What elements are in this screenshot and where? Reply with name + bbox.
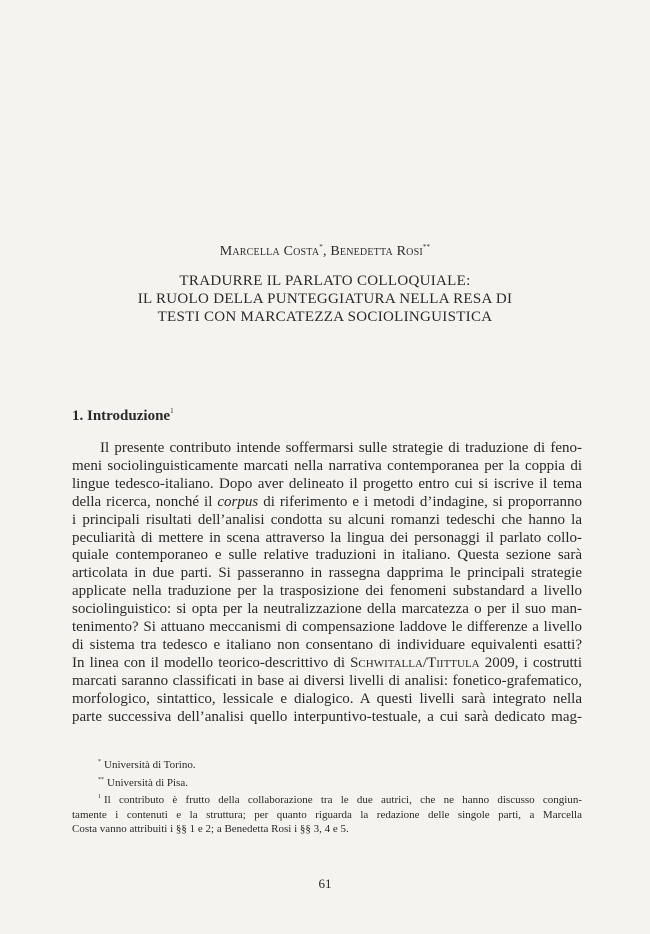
text-line: parte successiva dell’analisi quello interpuntivo-testuale, a cui sarà dedicato mag- [72, 708, 582, 725]
text-segment: di riferimento e i metodi d’indagine, si proporranno [258, 493, 582, 510]
footnote-text: Il contributo è frutto della collaborazione tra le due autrici, che ne hanno discusso congiun- [104, 794, 582, 806]
section-heading-text: 1. Introduzione [72, 408, 171, 424]
author-line [0, 243, 650, 260]
title-line: TESTI CON MARCATEZZA SOCIOLINGUISTICA [157, 309, 493, 325]
footnote-mark: 1 [170, 407, 174, 415]
italic-term: corpus [217, 493, 259, 510]
section-heading [72, 407, 174, 425]
author-name: Marcella Costa [219, 244, 320, 259]
text-line: applicate nella traduzione per la trasposizione dei fenomeni substandard a livello [72, 583, 582, 600]
text-segment: 2009, i costrutti [479, 654, 582, 671]
text-line: articolata in due parti. Si passeranno in rassegna dapprima le principali strategie [72, 565, 582, 582]
title-line: IL RUOLO DELLA PUNTEGGIATURA NELLA RESA DI [137, 291, 513, 307]
footnote-text: tamente i contenuti e la struttura; per quanto riguarda la redazione delle singole parti, a Marcella [72, 808, 582, 821]
text-line: morfologico, sintattico, lessicale e dialogico. A questi livelli sarà integrato nella [72, 690, 582, 707]
footnotes [72, 755, 582, 837]
article-title [0, 272, 650, 326]
footnote [72, 790, 582, 808]
text-line: marcati saranno classificati in base ai diversi livelli di analisi: fonetico-grafematico, [72, 672, 582, 689]
text-line: meni sociolinguisticamente marcati nella narrativa contemporanea per la coppia di [72, 457, 582, 474]
footnote-text: Università di Torino. [104, 759, 196, 771]
footnote-text: Università di Pisa. [107, 776, 188, 789]
body-paragraph [72, 440, 582, 727]
text-line: tenimento? Si attuano meccanismi di compensazione laddove le differenze a livello [72, 619, 582, 636]
text-line: i principali risultati dell’analisi condotta su alcuni romanzi tedeschi che hanno la [72, 511, 582, 528]
footnote-mark: * [98, 759, 101, 765]
citation-authors: Schwitalla/Tiittula [350, 654, 480, 671]
page-number: 61 [318, 876, 332, 891]
text-line: lingue tedesco-italiano. Dopo aver delineato il progetto entro cui si iscrive il tema [72, 475, 582, 492]
author-separator: , [322, 244, 331, 259]
footnote-text: Costa vanno attribuiti i §§ 1 e 2; a Benedetta Rosi i §§ 3, 4 e 5. [72, 823, 349, 835]
footnote-mark: * [319, 243, 323, 251]
text-line: sociolinguistico: si opta per la neutralizzazione della marcatezza o per il suo man- [72, 601, 582, 618]
title-line: TRADURRE IL PARLATO COLLOQUIALE: [179, 273, 471, 289]
footnote-mark: ** [422, 243, 431, 251]
footnote [72, 755, 582, 773]
text-line [72, 655, 582, 673]
text-line: peculiarità di mettere in scena attraverso la lingua dei personaggi il parlato collo- [72, 529, 582, 546]
footnote [72, 773, 582, 791]
text-line: di sistema tra tedesco e italiano non consentano di individuare equivalenti esatti? [72, 636, 582, 653]
author-name: Benedetta Rosi [330, 244, 423, 259]
footnote-mark: ** [98, 776, 104, 783]
text-line [72, 494, 582, 512]
text-segment: In linea con il modello teorico-descrittivo di [72, 654, 351, 671]
footnote-mark: 1 [98, 794, 101, 800]
text-line: Il presente contributo intende soffermarsi sulle strategie di traduzione di feno- [100, 440, 582, 456]
text-segment: della ricerca, nonché il [72, 493, 218, 510]
text-line: quiale contemporaneo e sulle relative traduzioni in italiano. Questa sezione sarà [72, 547, 582, 564]
